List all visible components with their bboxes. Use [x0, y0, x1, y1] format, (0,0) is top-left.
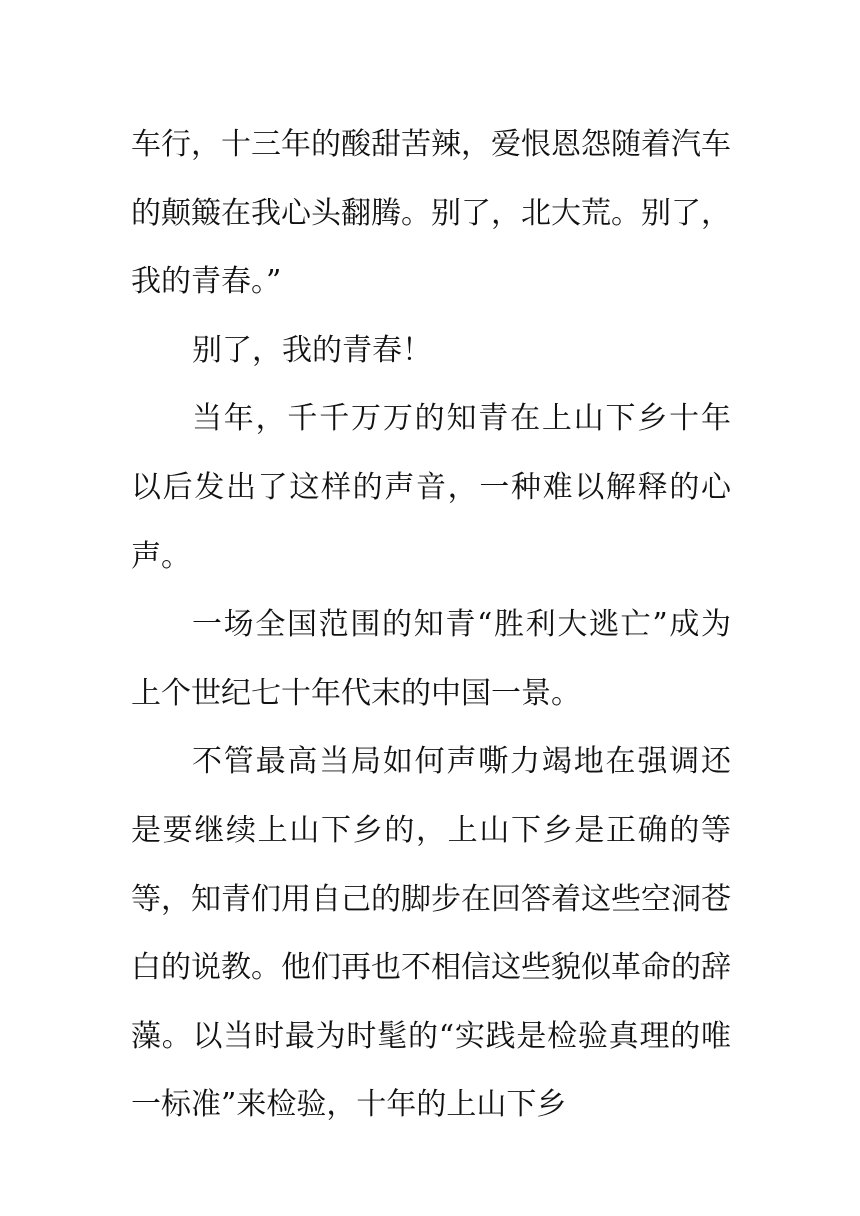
paragraph-voice: 当年，千千万万的知青在上山下乡十年以后发出了这样的声音，一种难以解释的心声。	[131, 401, 731, 574]
body-text	[131, 111, 731, 1140]
paragraph-escape: 一场全国范围的知青“胜利大逃亡”成为上个世纪七十年代末的中国一景。	[131, 607, 731, 711]
paragraph-authority: 不管最高当局如何声嘶力竭地在强调还是要继续上山下乡的，上山下乡是正确的等等，知青们用自己的脚步在回答着这些空洞苍白的说教。他们再也不相信这些貌似革命的辞藻。以当时最为时髦的“实践是检验真理的唯一标准”来检验，十年的上山下乡	[131, 744, 731, 1123]
paragraph-continuation: 车行，十三年的酸甜苦辣，爱恨恩怨随着汽车的颠簸在我心头翻腾。别了，北大荒。别了，我的青春。”	[131, 127, 731, 300]
paragraph-farewell: 别了，我的青春！	[192, 332, 432, 368]
